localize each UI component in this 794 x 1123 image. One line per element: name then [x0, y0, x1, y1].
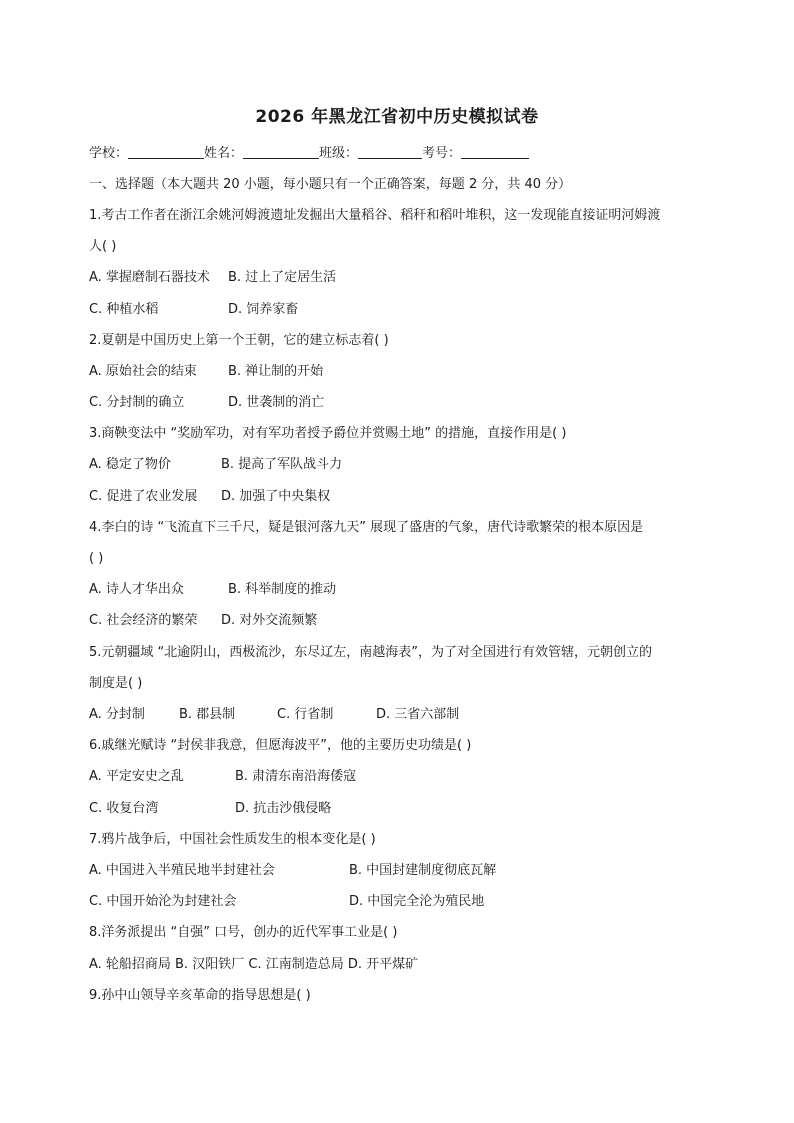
- question-6-option-a: A. 平定安史之乱: [89, 769, 184, 784]
- school-label: 学校：: [89, 146, 129, 161]
- question-9-stem: 9.孙中山领导辛亥革命的指导思想是( ): [89, 988, 311, 1003]
- question-7-option-c: C. 中国开始沦为封建社会: [89, 894, 237, 909]
- question-7-option-d: D. 中国完全沦为殖民地: [349, 894, 485, 909]
- question-5-option-d: D. 三省六部制: [376, 707, 460, 722]
- question-4-stem: 4.李白的诗 “飞流直下三千尺，疑是银河落九天” 展现了盛唐的气象，唐代诗歌繁荣的根本原因是: [89, 520, 644, 535]
- question-2-option-a: A. 原始社会的结束: [89, 364, 197, 379]
- question-5-stem: 5.元朝疆域 “北逾阴山，西极流沙，东尽辽左，南越海表”，为了对全国进行有效管辖，元朝创立的: [89, 645, 653, 660]
- class-label: 班级：: [319, 146, 359, 161]
- question-3-option-b: B. 提高了军队战斗力: [221, 457, 343, 472]
- exam-number-label: 考号：: [422, 146, 462, 161]
- question-1-option-c: C. 种植水稻: [89, 302, 159, 317]
- question-6-option-d: D. 抗击沙俄侵略: [235, 801, 332, 816]
- question-5-option-c: C. 行省制: [277, 707, 334, 722]
- class-blank[interactable]: [358, 144, 422, 159]
- question-4-option-c: C. 社会经济的繁荣: [89, 613, 198, 628]
- question-1-stem-cont: 人( ): [89, 239, 117, 254]
- exam-number-blank[interactable]: [461, 144, 529, 159]
- question-2-option-d: D. 世袭制的消亡: [228, 395, 325, 410]
- question-3-stem: 3.商鞅变法中 “奖励军功，对有军功者授予爵位并赏赐土地” 的措施，直接作用是( ): [89, 426, 567, 441]
- question-2-stem: 2.夏朝是中国历史上第一个王朝，它的建立标志着( ): [89, 333, 389, 348]
- question-4-option-a: A. 诗人才华出众: [89, 582, 184, 597]
- question-8-stem: 8.洋务派提出 “自强” 口号，创办的近代军事工业是( ): [89, 925, 398, 940]
- question-6-stem: 6.戚继光赋诗 “封侯非我意，但愿海波平”，他的主要历史功绩是( ): [89, 738, 472, 753]
- student-info-row: [89, 144, 529, 163]
- exam-title: 2026 年黑龙江省初中历史模拟试卷: [255, 107, 539, 127]
- question-7-stem: 7.鸦片战争后，中国社会性质发生的根本变化是( ): [89, 832, 376, 847]
- question-7-option-b: B. 中国封建制度彻底瓦解: [349, 863, 497, 878]
- question-3-option-d: D. 加强了中央集权: [221, 489, 331, 504]
- question-5-option-a: A. 分封制: [89, 707, 145, 722]
- question-6-option-b: B. 肃清东南沿海倭寇: [235, 769, 357, 784]
- question-1-option-b: B. 过上了定居生活: [228, 270, 337, 285]
- question-5-stem-cont: 制度是( ): [89, 676, 143, 691]
- question-7-option-a: A. 中国进入半殖民地半封建社会: [89, 863, 275, 878]
- question-1-option-a: A. 掌握磨制石器技术: [89, 270, 210, 285]
- question-6-option-c: C. 收复台湾: [89, 801, 159, 816]
- section-heading: 一、选择题（本大题共 20 小题，每小题只有一个正确答案，每题 2 分，共 40 分）: [89, 177, 572, 192]
- question-1-stem: 1.考古工作者在浙江余姚河姆渡遗址发掘出大量稻谷、稻秆和稻叶堆积，这一发现能直接证明河姆渡: [89, 208, 661, 223]
- name-label: 姓名：: [204, 146, 244, 161]
- school-blank[interactable]: [128, 144, 204, 159]
- question-4-option-d: D. 对外交流频繁: [221, 613, 318, 628]
- name-blank[interactable]: [243, 144, 319, 159]
- question-5-option-b: B. 郡县制: [179, 707, 236, 722]
- question-2-option-b: B. 禅让制的开始: [228, 364, 324, 379]
- question-2-option-c: C. 分封制的确立: [89, 395, 185, 410]
- question-8-options: A. 轮船招商局 B. 汉阳铁厂 C. 江南制造总局 D. 开平煤矿: [89, 957, 419, 972]
- question-3-option-c: C. 促进了农业发展: [89, 489, 198, 504]
- question-4-stem-cont: ( ): [89, 551, 104, 566]
- question-4-option-b: B. 科举制度的推动: [228, 582, 337, 597]
- question-1-option-d: D. 饲养家畜: [228, 302, 299, 317]
- question-3-option-a: A. 稳定了物价: [89, 457, 171, 472]
